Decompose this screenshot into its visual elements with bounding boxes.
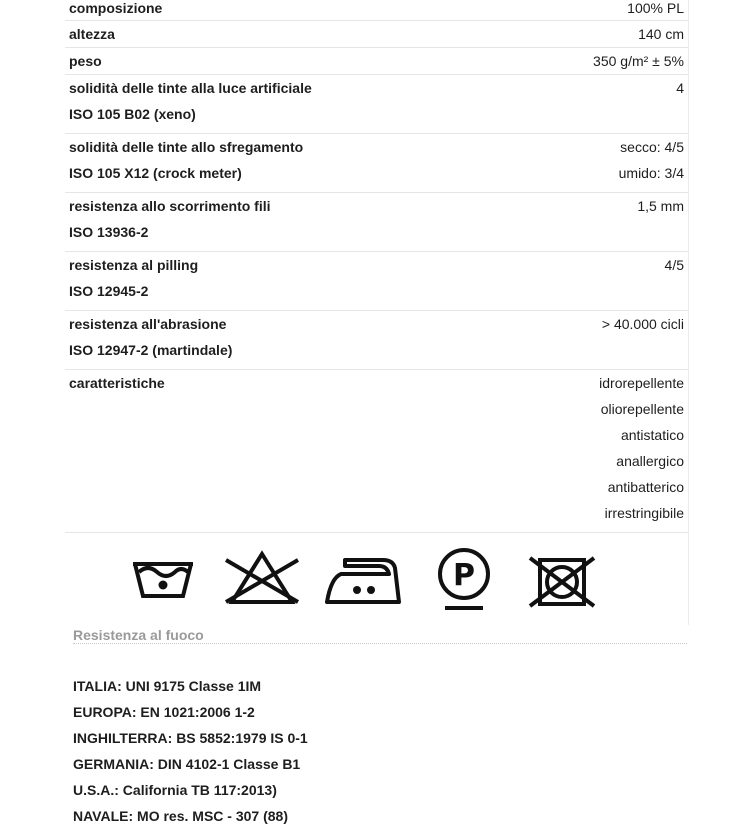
spec-label: resistenza al pilling: [69, 257, 199, 273]
list-item: NAVALE : MO res. MSC - 307 (88): [73, 808, 288, 824]
standard-value: DIN 4102-1 Classe B1: [157, 756, 301, 772]
iron-medium-icon: [323, 554, 403, 606]
spec-row-scorrimento: [65, 193, 688, 252]
spec-label: composizione: [69, 0, 163, 16]
dry-clean-p-icon: [433, 548, 495, 614]
fire-resistance-list: [73, 673, 308, 829]
spec-row-caratteristiche: [65, 370, 688, 533]
spec-value: 4: [676, 80, 684, 96]
spec-sub-label: ISO 105 B02 (xeno): [69, 106, 196, 122]
spec-label: peso: [69, 53, 102, 69]
list-item: ITALIA : UNI 9175 Classe 1IM: [73, 678, 262, 694]
spec-label: caratteristiche: [69, 375, 165, 391]
spec-value: 1,5 mm: [637, 198, 684, 214]
country-label: NAVALE: [73, 808, 129, 824]
spec-value: 100% PL: [627, 0, 684, 16]
spec-row-sfregamento: [65, 134, 688, 193]
spec-value: secco: 4/5: [620, 139, 684, 155]
spec-row-composizione: [65, 0, 688, 21]
spec-row-altezza: [65, 21, 688, 48]
spec-sub-label: ISO 12947-2 (martindale): [69, 342, 233, 358]
standard-value: BS 5852:1979 IS 0-1: [176, 730, 308, 746]
country-label: INGHILTERRA: [73, 730, 168, 746]
spec-sub-label: ISO 13936-2: [69, 224, 149, 240]
country-label: GERMANIA: [73, 756, 150, 772]
spec-label: solidità delle tinte allo sfregamento: [69, 139, 304, 155]
feature-item: oliorepellente: [600, 401, 684, 417]
spec-row-luce: [65, 75, 688, 134]
spec-value: > 40.000 cicli: [601, 316, 684, 332]
feature-item: antistatico: [620, 427, 684, 443]
spec-sub-label: ISO 105 X12 (crock meter): [69, 165, 242, 181]
feature-item: idrorepellente: [599, 375, 684, 391]
svg-text:P: P: [453, 558, 475, 593]
spec-row-pilling: [65, 252, 688, 311]
spec-row-peso: [65, 48, 688, 75]
feature-item: anallergico: [616, 453, 684, 469]
spec-value: 4/5: [664, 257, 684, 273]
section-divider: [73, 643, 687, 644]
no-bleach-icon: [222, 548, 302, 608]
standard-value: MO res. MSC - 307 (88): [137, 808, 288, 824]
spec-value: 350 g/m² ± 5%: [593, 53, 684, 69]
country-label: U.S.A.: [73, 782, 115, 798]
spec-label: resistenza all'abrasione: [69, 316, 227, 332]
spec-sub-value: umido: 3/4: [618, 165, 684, 181]
spec-table: [65, 0, 689, 625]
standard-value: California TB 117:2013): [122, 782, 277, 798]
care-icons: [130, 550, 605, 612]
list-item: GERMANIA : DIN 4102-1 Classe B1: [73, 756, 301, 772]
no-tumble-dry-icon: [526, 554, 598, 608]
country-label: ITALIA: [73, 678, 118, 694]
spec-row-abrasione: [65, 311, 688, 370]
country-label: EUROPA: [73, 704, 132, 720]
spec-value: 140 cm: [638, 26, 684, 42]
list-item: U.S.A. : California TB 117:2013): [73, 782, 277, 798]
feature-item: antibatterico: [607, 479, 684, 495]
list-item: EUROPA : EN 1021:2006 1-2: [73, 704, 255, 720]
spec-label: solidità delle tinte alla luce artificiale: [69, 80, 312, 96]
standard-value: UNI 9175 Classe 1IM: [125, 678, 262, 694]
fire-section-title: Resistenza al fuoco: [73, 627, 204, 643]
spec-label: altezza: [69, 26, 115, 42]
standard-value: EN 1021:2006 1-2: [140, 704, 255, 720]
list-item: INGHILTERRA : BS 5852:1979 IS 0-1: [73, 730, 308, 746]
spec-sub-label: ISO 12945-2: [69, 283, 149, 299]
spec-label: resistenza allo scorrimento fili: [69, 198, 271, 214]
feature-item: irrestringibile: [604, 505, 684, 521]
wash-30-icon: [130, 550, 196, 602]
